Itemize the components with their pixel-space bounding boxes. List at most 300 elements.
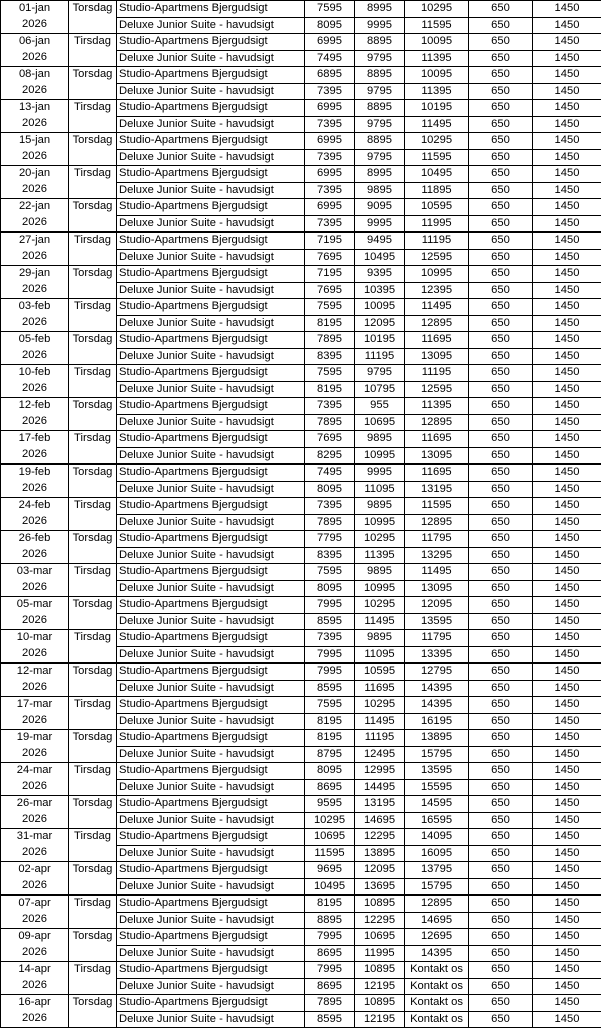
price-cell-5: 1450 [533, 299, 601, 316]
price-cell-1: 8295 [305, 447, 355, 464]
price-cell-2: 8895 [355, 133, 405, 150]
table-row [1, 962, 601, 979]
year-cell: 2026 [1, 348, 69, 365]
year-cell: 2026 [1, 746, 69, 763]
price-cell-4: 650 [469, 232, 533, 249]
price-cell-2: 9795 [355, 83, 405, 100]
table-row [1, 697, 601, 714]
room-name-cell: Studio-Apartmens Bjergudsigt [117, 862, 305, 879]
year-cell: 2026 [1, 845, 69, 862]
price-cell-2: 11495 [355, 713, 405, 730]
price-cell-5: 1450 [533, 978, 601, 995]
price-cell-4: 650 [469, 182, 533, 199]
price-cell-3: 14395 [405, 697, 469, 714]
weekday-cell: Torsdag [69, 199, 117, 216]
price-cell-1: 6995 [305, 34, 355, 51]
table-row [1, 100, 601, 117]
date-cell: 12-feb [1, 398, 69, 415]
price-cell-1: 8695 [305, 978, 355, 995]
date-cell: 29-jan [1, 266, 69, 283]
price-cell-3: 12895 [405, 895, 469, 912]
price-cell-2: 9895 [355, 498, 405, 515]
price-cell-5: 1450 [533, 149, 601, 166]
year-cell: 2026 [1, 249, 69, 266]
table-row [1, 580, 601, 597]
year-cell: 2026 [1, 779, 69, 796]
weekday-cell: Torsdag [69, 332, 117, 349]
room-name-cell: Studio-Apartmens Bjergudsigt [117, 67, 305, 84]
weekday-cell [69, 83, 117, 100]
price-cell-4: 650 [469, 829, 533, 846]
price-cell-3: 11695 [405, 464, 469, 481]
room-name-cell: Deluxe Junior Suite - havudsigt [117, 646, 305, 663]
price-cell-3: 13395 [405, 646, 469, 663]
price-cell-1: 7695 [305, 282, 355, 299]
weekday-cell: Torsdag [69, 995, 117, 1012]
table-row [1, 878, 601, 895]
price-cell-4: 650 [469, 431, 533, 448]
room-name-cell: Deluxe Junior Suite - havudsigt [117, 447, 305, 464]
price-cell-5: 1450 [533, 962, 601, 979]
price-cell-2: 12195 [355, 1011, 405, 1028]
room-name-cell: Studio-Apartmens Bjergudsigt [117, 895, 305, 912]
year-cell: 2026 [1, 547, 69, 564]
price-cell-3: 12395 [405, 282, 469, 299]
price-cell-5: 1450 [533, 1011, 601, 1028]
price-cell-4: 650 [469, 464, 533, 481]
year-cell: 2026 [1, 878, 69, 895]
price-cell-3: 13895 [405, 730, 469, 747]
price-cell-4: 650 [469, 730, 533, 747]
date-cell: 07-apr [1, 895, 69, 912]
price-cell-1: 8195 [305, 895, 355, 912]
price-cell-3: 15795 [405, 746, 469, 763]
table-row [1, 498, 601, 515]
room-name-cell: Deluxe Junior Suite - havudsigt [117, 481, 305, 498]
room-name-cell: Deluxe Junior Suite - havudsigt [117, 315, 305, 332]
price-cell-2: 10295 [355, 697, 405, 714]
price-cell-1: 8595 [305, 1011, 355, 1028]
table-row [1, 845, 601, 862]
room-name-cell: Deluxe Junior Suite - havudsigt [117, 414, 305, 431]
price-cell-2: 9795 [355, 50, 405, 67]
price-cell-5: 1450 [533, 116, 601, 133]
table-row [1, 829, 601, 846]
price-cell-1: 7595 [305, 564, 355, 581]
price-cell-1: 10495 [305, 878, 355, 895]
price-cell-3: Kontakt os [405, 962, 469, 979]
room-name-cell: Deluxe Junior Suite - havudsigt [117, 713, 305, 730]
price-cell-4: 650 [469, 580, 533, 597]
price-cell-4: 650 [469, 1, 533, 18]
price-cell-3: 10195 [405, 100, 469, 117]
price-cell-2: 14495 [355, 779, 405, 796]
room-name-cell: Deluxe Junior Suite - havudsigt [117, 83, 305, 100]
price-cell-5: 1450 [533, 663, 601, 680]
price-cell-5: 1450 [533, 464, 601, 481]
weekday-cell [69, 215, 117, 232]
price-cell-5: 1450 [533, 133, 601, 150]
room-name-cell: Studio-Apartmens Bjergudsigt [117, 464, 305, 481]
price-cell-1: 8095 [305, 763, 355, 780]
price-cell-1: 10695 [305, 829, 355, 846]
weekday-cell [69, 945, 117, 962]
price-cell-1: 10295 [305, 812, 355, 829]
price-cell-3: Kontakt os [405, 978, 469, 995]
price-cell-1: 8195 [305, 381, 355, 398]
price-cell-4: 650 [469, 995, 533, 1012]
price-cell-2: 11395 [355, 547, 405, 564]
price-cell-3: 13195 [405, 481, 469, 498]
date-cell: 05-feb [1, 332, 69, 349]
price-cell-4: 650 [469, 348, 533, 365]
date-cell: 26-feb [1, 531, 69, 548]
price-cell-2: 10895 [355, 895, 405, 912]
price-cell-3: 13095 [405, 447, 469, 464]
price-cell-5: 1450 [533, 67, 601, 84]
price-cell-3: 11595 [405, 17, 469, 34]
price-cell-4: 650 [469, 83, 533, 100]
price-cell-3: 13095 [405, 348, 469, 365]
price-cell-3: 11395 [405, 83, 469, 100]
price-cell-3: 11695 [405, 431, 469, 448]
year-cell: 2026 [1, 613, 69, 630]
price-cell-2: 9995 [355, 17, 405, 34]
weekday-cell: Torsdag [69, 1, 117, 18]
room-name-cell: Deluxe Junior Suite - havudsigt [117, 514, 305, 531]
price-cell-5: 1450 [533, 447, 601, 464]
room-name-cell: Studio-Apartmens Bjergudsigt [117, 697, 305, 714]
price-cell-2: 9795 [355, 149, 405, 166]
price-cell-2: 13895 [355, 845, 405, 862]
price-cell-1: 7195 [305, 266, 355, 283]
price-cell-1: 11595 [305, 845, 355, 862]
price-cell-1: 7395 [305, 149, 355, 166]
price-cell-3: 10995 [405, 266, 469, 283]
price-cell-1: 8395 [305, 348, 355, 365]
weekday-cell [69, 414, 117, 431]
year-cell: 2026 [1, 381, 69, 398]
price-cell-4: 650 [469, 646, 533, 663]
price-cell-1: 7695 [305, 431, 355, 448]
table-row [1, 315, 601, 332]
price-cell-4: 650 [469, 282, 533, 299]
price-cell-4: 650 [469, 862, 533, 879]
table-row [1, 83, 601, 100]
weekday-cell [69, 447, 117, 464]
table-row [1, 796, 601, 813]
price-cell-2: 10995 [355, 447, 405, 464]
price-cell-1: 8095 [305, 481, 355, 498]
price-cell-1: 7495 [305, 50, 355, 67]
price-cell-1: 8195 [305, 730, 355, 747]
price-cell-3: 14395 [405, 680, 469, 697]
table-row [1, 713, 601, 730]
price-cell-5: 1450 [533, 680, 601, 697]
price-cell-3: 11195 [405, 365, 469, 382]
price-cell-4: 650 [469, 978, 533, 995]
table-row [1, 630, 601, 647]
room-name-cell: Studio-Apartmens Bjergudsigt [117, 199, 305, 216]
price-cell-1: 8695 [305, 779, 355, 796]
price-cell-2: 10395 [355, 282, 405, 299]
price-cell-1: 7895 [305, 995, 355, 1012]
date-cell: 08-jan [1, 67, 69, 84]
room-name-cell: Studio-Apartmens Bjergudsigt [117, 266, 305, 283]
price-cell-3: 11495 [405, 299, 469, 316]
price-cell-4: 650 [469, 365, 533, 382]
table-row [1, 613, 601, 630]
room-name-cell: Studio-Apartmens Bjergudsigt [117, 962, 305, 979]
table-row [1, 978, 601, 995]
weekday-cell: Tirsdag [69, 431, 117, 448]
weekday-cell: Torsdag [69, 398, 117, 415]
price-cell-5: 1450 [533, 812, 601, 829]
price-cell-2: 12195 [355, 978, 405, 995]
date-cell: 10-mar [1, 630, 69, 647]
table-row [1, 381, 601, 398]
table-row [1, 663, 601, 680]
price-cell-4: 650 [469, 713, 533, 730]
table-row [1, 514, 601, 531]
date-cell: 24-feb [1, 498, 69, 515]
price-cell-1: 8195 [305, 315, 355, 332]
price-cell-5: 1450 [533, 498, 601, 515]
price-cell-3: 10495 [405, 166, 469, 183]
price-cell-3: 16595 [405, 812, 469, 829]
year-cell: 2026 [1, 646, 69, 663]
price-cell-4: 650 [469, 249, 533, 266]
date-cell: 19-feb [1, 464, 69, 481]
table-row [1, 232, 601, 249]
price-cell-3: 11395 [405, 398, 469, 415]
price-cell-4: 650 [469, 414, 533, 431]
price-cell-1: 8795 [305, 746, 355, 763]
weekday-cell [69, 845, 117, 862]
table-row [1, 215, 601, 232]
weekday-cell: Tirsdag [69, 365, 117, 382]
room-name-cell: Deluxe Junior Suite - havudsigt [117, 812, 305, 829]
price-cell-3: 11695 [405, 332, 469, 349]
price-cell-5: 1450 [533, 763, 601, 780]
price-cell-4: 650 [469, 779, 533, 796]
price-cell-4: 650 [469, 447, 533, 464]
weekday-cell: Torsdag [69, 730, 117, 747]
price-cell-1: 7395 [305, 182, 355, 199]
table-row [1, 464, 601, 481]
price-cell-5: 1450 [533, 232, 601, 249]
weekday-cell: Tirsdag [69, 763, 117, 780]
price-cell-5: 1450 [533, 646, 601, 663]
price-table-body [1, 1, 601, 1028]
price-cell-4: 650 [469, 663, 533, 680]
weekday-cell: Torsdag [69, 929, 117, 946]
price-cell-3: 15595 [405, 779, 469, 796]
price-cell-2: 11695 [355, 680, 405, 697]
price-cell-4: 650 [469, 845, 533, 862]
price-cell-2: 955 [355, 398, 405, 415]
price-cell-2: 10595 [355, 663, 405, 680]
table-row [1, 199, 601, 216]
price-cell-2: 9795 [355, 116, 405, 133]
year-cell: 2026 [1, 447, 69, 464]
room-name-cell: Deluxe Junior Suite - havudsigt [117, 580, 305, 597]
price-cell-4: 650 [469, 199, 533, 216]
weekday-cell [69, 912, 117, 929]
year-cell: 2026 [1, 713, 69, 730]
weekday-cell [69, 249, 117, 266]
table-row [1, 365, 601, 382]
price-cell-5: 1450 [533, 580, 601, 597]
price-cell-5: 1450 [533, 215, 601, 232]
room-name-cell: Deluxe Junior Suite - havudsigt [117, 945, 305, 962]
price-cell-3: 14595 [405, 796, 469, 813]
room-name-cell: Deluxe Junior Suite - havudsigt [117, 779, 305, 796]
table-row [1, 730, 601, 747]
price-cell-5: 1450 [533, 182, 601, 199]
price-cell-2: 10995 [355, 580, 405, 597]
table-row [1, 299, 601, 316]
weekday-cell: Torsdag [69, 133, 117, 150]
price-cell-5: 1450 [533, 531, 601, 548]
price-cell-3: 10095 [405, 34, 469, 51]
room-name-cell: Deluxe Junior Suite - havudsigt [117, 746, 305, 763]
weekday-cell [69, 315, 117, 332]
price-cell-4: 650 [469, 266, 533, 283]
price-cell-5: 1450 [533, 713, 601, 730]
price-cell-5: 1450 [533, 613, 601, 630]
room-name-cell: Deluxe Junior Suite - havudsigt [117, 116, 305, 133]
price-cell-4: 650 [469, 398, 533, 415]
weekday-cell: Torsdag [69, 597, 117, 614]
table-row [1, 547, 601, 564]
table-row [1, 597, 601, 614]
price-cell-3: 10295 [405, 133, 469, 150]
date-cell: 10-feb [1, 365, 69, 382]
date-cell: 09-apr [1, 929, 69, 946]
price-cell-3: 14695 [405, 912, 469, 929]
price-cell-1: 7595 [305, 299, 355, 316]
price-cell-2: 8895 [355, 34, 405, 51]
price-cell-5: 1450 [533, 83, 601, 100]
weekday-cell: Tirsdag [69, 630, 117, 647]
price-cell-2: 8995 [355, 166, 405, 183]
weekday-cell: Tirsdag [69, 962, 117, 979]
price-cell-1: 7595 [305, 1, 355, 18]
price-cell-1: 9695 [305, 862, 355, 879]
weekday-cell: Tirsdag [69, 100, 117, 117]
price-cell-1: 8595 [305, 680, 355, 697]
price-cell-5: 1450 [533, 332, 601, 349]
price-cell-4: 650 [469, 299, 533, 316]
weekday-cell [69, 50, 117, 67]
table-row [1, 282, 601, 299]
date-cell: 20-jan [1, 166, 69, 183]
year-cell: 2026 [1, 912, 69, 929]
year-cell: 2026 [1, 414, 69, 431]
price-cell-4: 650 [469, 597, 533, 614]
table-row [1, 182, 601, 199]
weekday-cell: Tirsdag [69, 829, 117, 846]
weekday-cell [69, 580, 117, 597]
date-cell: 02-apr [1, 862, 69, 879]
price-cell-2: 10295 [355, 597, 405, 614]
price-cell-4: 650 [469, 613, 533, 630]
price-cell-4: 650 [469, 547, 533, 564]
price-cell-4: 650 [469, 697, 533, 714]
weekday-cell [69, 713, 117, 730]
price-cell-1: 7995 [305, 663, 355, 680]
weekday-cell [69, 646, 117, 663]
room-name-cell: Deluxe Junior Suite - havudsigt [117, 845, 305, 862]
room-name-cell: Deluxe Junior Suite - havudsigt [117, 149, 305, 166]
price-cell-4: 650 [469, 878, 533, 895]
table-row [1, 531, 601, 548]
price-cell-4: 650 [469, 630, 533, 647]
price-cell-1: 8695 [305, 945, 355, 962]
table-row [1, 149, 601, 166]
room-name-cell: Deluxe Junior Suite - havudsigt [117, 182, 305, 199]
price-cell-5: 1450 [533, 845, 601, 862]
price-cell-5: 1450 [533, 995, 601, 1012]
table-row [1, 431, 601, 448]
room-name-cell: Deluxe Junior Suite - havudsigt [117, 1011, 305, 1028]
price-cell-2: 11195 [355, 348, 405, 365]
weekday-cell: Tirsdag [69, 564, 117, 581]
price-cell-2: 13195 [355, 796, 405, 813]
year-cell: 2026 [1, 116, 69, 133]
year-cell: 2026 [1, 83, 69, 100]
date-cell: 03-feb [1, 299, 69, 316]
price-cell-2: 11095 [355, 481, 405, 498]
table-row [1, 17, 601, 34]
price-cell-5: 1450 [533, 365, 601, 382]
price-cell-4: 650 [469, 763, 533, 780]
price-cell-2: 10895 [355, 962, 405, 979]
year-cell: 2026 [1, 1011, 69, 1028]
price-cell-4: 650 [469, 315, 533, 332]
weekday-cell: Torsdag [69, 796, 117, 813]
room-name-cell: Studio-Apartmens Bjergudsigt [117, 299, 305, 316]
price-cell-5: 1450 [533, 697, 601, 714]
price-cell-5: 1450 [533, 249, 601, 266]
price-cell-1: 7395 [305, 398, 355, 415]
weekday-cell: Torsdag [69, 67, 117, 84]
price-cell-3: 10095 [405, 67, 469, 84]
weekday-cell [69, 282, 117, 299]
year-cell: 2026 [1, 149, 69, 166]
room-name-cell: Deluxe Junior Suite - havudsigt [117, 912, 305, 929]
price-cell-3: 11895 [405, 182, 469, 199]
price-cell-1: 7395 [305, 630, 355, 647]
room-name-cell: Deluxe Junior Suite - havudsigt [117, 50, 305, 67]
table-row [1, 779, 601, 796]
table-row [1, 763, 601, 780]
price-cell-3: 13595 [405, 763, 469, 780]
weekday-cell: Tirsdag [69, 697, 117, 714]
room-name-cell: Studio-Apartmens Bjergudsigt [117, 166, 305, 183]
price-cell-3: Kontakt os [405, 1011, 469, 1028]
table-row [1, 862, 601, 879]
price-cell-3: 12895 [405, 414, 469, 431]
table-row [1, 116, 601, 133]
price-cell-5: 1450 [533, 166, 601, 183]
price-cell-5: 1450 [533, 431, 601, 448]
price-cell-5: 1450 [533, 381, 601, 398]
room-name-cell: Studio-Apartmens Bjergudsigt [117, 332, 305, 349]
price-cell-1: 7495 [305, 464, 355, 481]
room-name-cell: Studio-Apartmens Bjergudsigt [117, 34, 305, 51]
